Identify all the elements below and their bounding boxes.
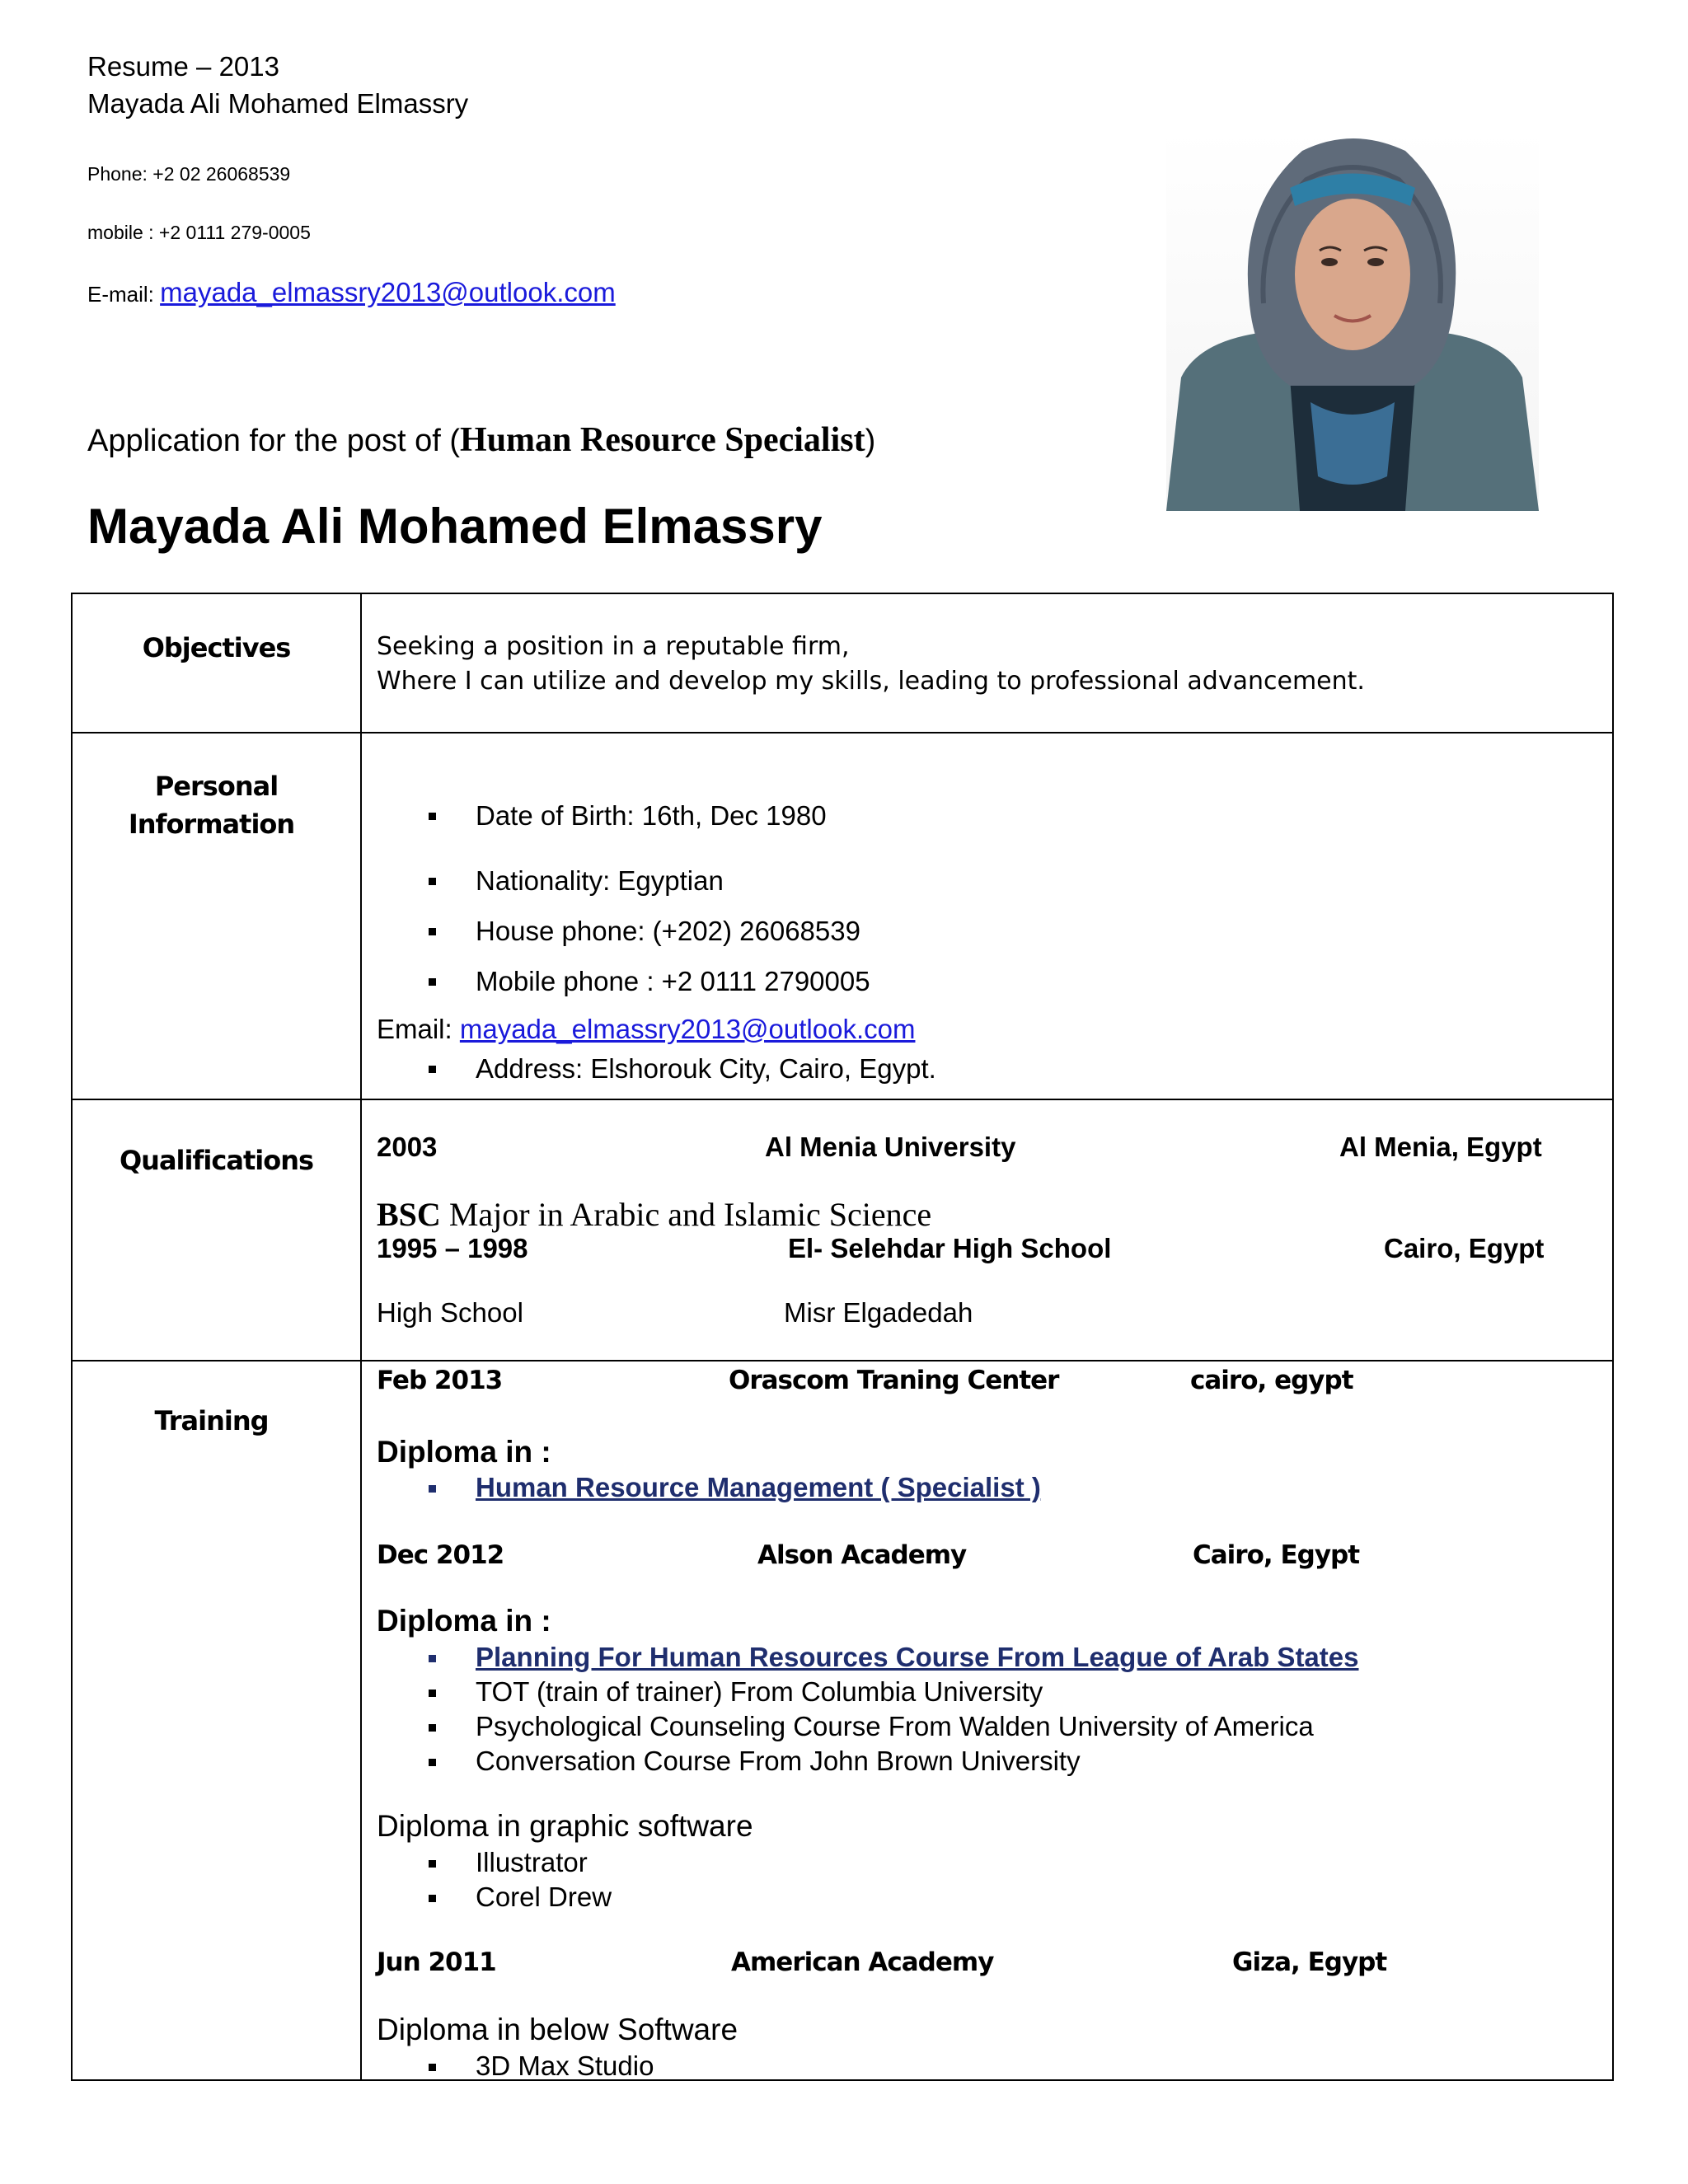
qual-degree <box>377 1195 931 1234</box>
t2-item-2: TOT (train of trainer) From Columbia University <box>476 1676 1043 1707</box>
page-title: Mayada Ali Mohamed Elmassry <box>87 499 823 554</box>
header-email-link[interactable]: mayada_elmassry2013@outlook.com <box>160 277 616 307</box>
t2-course-link[interactable]: Planning For Human Resources Course From League of Arab States <box>476 1642 1359 1672</box>
qual-degree-rest: Major in Arabic and Islamic Science <box>440 1196 932 1233</box>
bullet <box>429 1724 436 1732</box>
t1-center: Orascom Traning Center <box>729 1366 1059 1395</box>
personal-mobile-phone: Mobile phone : +2 0111 2790005 <box>476 966 870 996</box>
t1-diploma: Diploma in : <box>377 1435 551 1469</box>
t2-graphic-heading: Diploma in graphic software <box>377 1809 753 1843</box>
column-divider <box>360 594 362 2079</box>
t2-diploma: Diploma in : <box>377 1604 551 1638</box>
qual-school-type: High School <box>377 1297 523 1328</box>
portrait-image <box>1166 130 1539 511</box>
t2-graphic-2: Corel Drew <box>476 1882 612 1912</box>
personal-nationality: Nationality: Egyptian <box>476 865 724 896</box>
header-email-label: E-mail: <box>87 282 161 307</box>
qual-uni-location: Al Menia, Egypt <box>1339 1132 1542 1162</box>
bullet <box>429 1485 436 1493</box>
bullet <box>429 978 436 986</box>
bullet <box>429 1860 436 1868</box>
personal-address: Address: Elshorouk City, Cairo, Egypt. <box>476 1053 936 1084</box>
objectives-label: Objectives <box>142 632 291 663</box>
t3-diploma: Diploma in below Software <box>377 2013 738 2046</box>
bullet <box>429 1895 436 1902</box>
bullet <box>429 878 436 885</box>
row-divider-1 <box>73 732 1612 733</box>
bullet <box>429 2064 436 2071</box>
t3-center: American Academy <box>731 1947 994 1977</box>
bullet <box>429 1655 436 1662</box>
t3-item-1: 3D Max Studio <box>476 2050 654 2081</box>
application-line <box>87 420 875 460</box>
bullet <box>429 928 436 935</box>
t2-date: Dec 2012 <box>377 1540 504 1570</box>
t2-item-1 <box>476 1642 1359 1673</box>
header-phone: Phone: +2 02 26068539 <box>87 163 291 185</box>
personal-email-row <box>377 1014 915 1045</box>
qual-degree-bold: BSC <box>377 1196 441 1233</box>
header-email-row <box>87 277 616 308</box>
qual-school-location: Cairo, Egypt <box>1384 1233 1545 1263</box>
bullet <box>429 1759 436 1766</box>
header-mobile: mobile : +2 0111 279-0005 <box>87 222 311 243</box>
application-suffix: ) <box>865 424 876 458</box>
header-name: Mayada Ali Mohamed Elmassry <box>87 88 469 119</box>
t1-item-1 <box>476 1472 1041 1503</box>
application-post: Human Resource Specialist <box>460 421 865 459</box>
bullet <box>429 1690 436 1697</box>
training-label: Training <box>154 1405 269 1436</box>
application-prefix: Application for the post of ( <box>87 424 461 458</box>
personal-email-label: Email: <box>377 1014 460 1044</box>
t1-location: cairo, egypt <box>1190 1366 1353 1395</box>
personal-label-line-1: Personal <box>154 771 279 802</box>
qual-uni-name: Al Menia University <box>765 1132 1016 1162</box>
bullet <box>429 813 436 820</box>
t2-location: Cairo, Egypt <box>1193 1540 1360 1570</box>
objectives-line-1: Seeking a position in a reputable firm, <box>377 632 850 661</box>
resume-table <box>71 593 1614 2081</box>
objectives-line-2: Where I can utilize and develop my skills, leading to professional advancement. <box>377 667 1365 696</box>
qual-school-years: 1995 – 1998 <box>377 1233 528 1263</box>
qual-school-area: Misr Elgadedah <box>784 1297 973 1328</box>
resume-year-line: Resume – 2013 <box>87 51 279 82</box>
t1-date: Feb 2013 <box>377 1366 503 1395</box>
t2-item-3: Psychological Counseling Course From Walden University of America <box>476 1711 1314 1741</box>
personal-dob: Date of Birth: 16th, Dec 1980 <box>476 800 827 831</box>
row-divider-3 <box>73 1360 1612 1361</box>
t3-date: Jun 2011 <box>377 1947 496 1977</box>
qual-uni-year: 2003 <box>377 1132 438 1162</box>
personal-house-phone: House phone: (+202) 26068539 <box>476 916 860 946</box>
t2-item-4: Conversation Course From John Brown University <box>476 1746 1081 1776</box>
qualifications-label: Qualifications <box>119 1145 314 1176</box>
personal-email-link[interactable]: mayada_elmassry2013@outlook.com <box>459 1014 916 1044</box>
t1-course-link[interactable]: Human Resource Management ( Specialist ) <box>476 1472 1041 1502</box>
profile-photo <box>1166 130 1539 511</box>
row-divider-2 <box>73 1099 1612 1100</box>
t2-graphic-1: Illustrator <box>476 1847 588 1877</box>
t2-center: Alson Academy <box>757 1540 967 1570</box>
bullet <box>429 1066 436 1073</box>
qual-school-name: El- Selehdar High School <box>788 1233 1112 1263</box>
t3-location: Giza, Egypt <box>1232 1947 1387 1977</box>
personal-label-line-2: Information <box>128 808 295 840</box>
